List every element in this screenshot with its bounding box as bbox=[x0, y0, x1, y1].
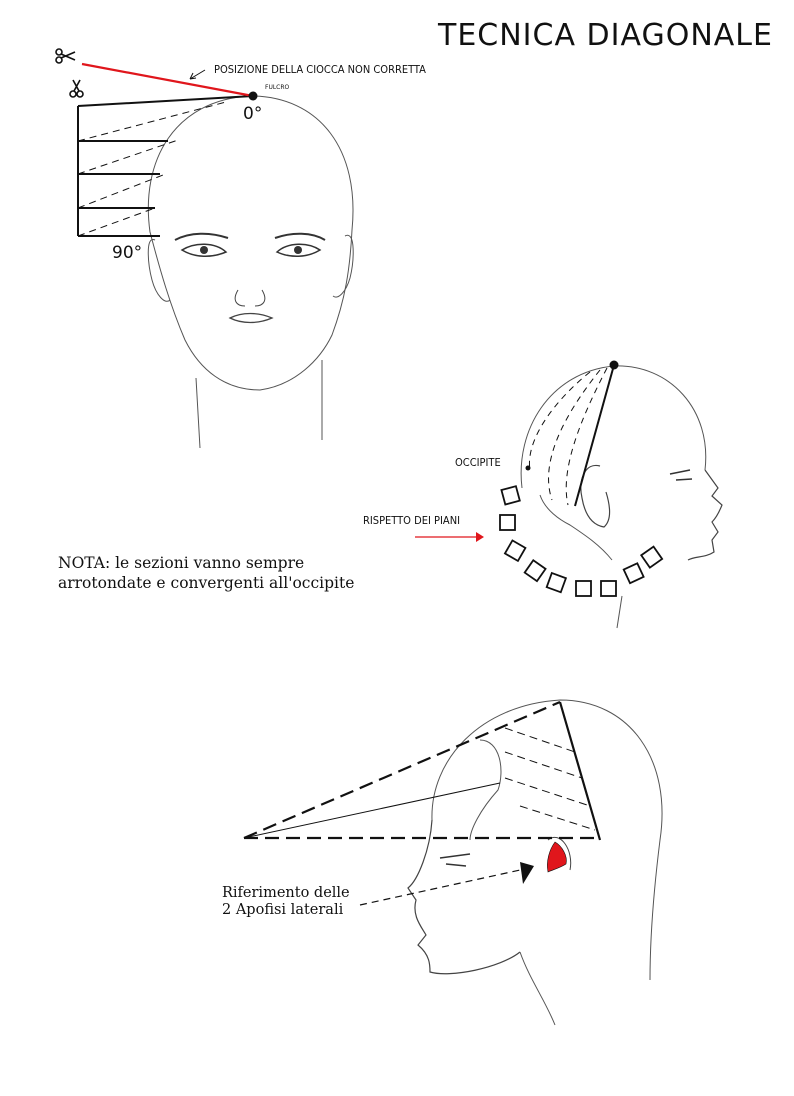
middle-guide-line bbox=[244, 783, 500, 838]
inner-section bbox=[470, 740, 501, 840]
planes-label: RISPETTO DEI PIANI bbox=[363, 514, 461, 527]
upper-guide-line bbox=[244, 702, 560, 838]
reference-arrowhead bbox=[520, 862, 534, 884]
note-line-1: NOTA: le sezioni vanno sempre bbox=[58, 554, 305, 572]
occiput-label: OCCIPITE bbox=[455, 456, 501, 469]
apophysis-marker bbox=[547, 842, 566, 872]
reference-line-2: 2 Apofisi laterali bbox=[222, 902, 344, 918]
reference-text bbox=[222, 885, 350, 919]
side-eye bbox=[440, 854, 470, 866]
section-edge-line bbox=[560, 702, 600, 840]
angle-0-label: 0° bbox=[243, 104, 263, 124]
incorrect-position-label: POSIZIONE DELLA CIOCCA NON CORRETTA bbox=[214, 63, 426, 76]
reference-arrow-line bbox=[360, 870, 520, 905]
note-line-2: arrotondate e convergenti all'occipite bbox=[58, 574, 355, 592]
side-face-profile bbox=[408, 820, 520, 974]
side-neck bbox=[520, 952, 555, 1025]
angle-90-label: 90° bbox=[112, 243, 143, 263]
reference-line-1: Riferimento delle bbox=[222, 885, 350, 901]
page-title: TECNICA DIAGONALE bbox=[438, 18, 773, 53]
pivot-label: FULCRO bbox=[265, 84, 290, 91]
